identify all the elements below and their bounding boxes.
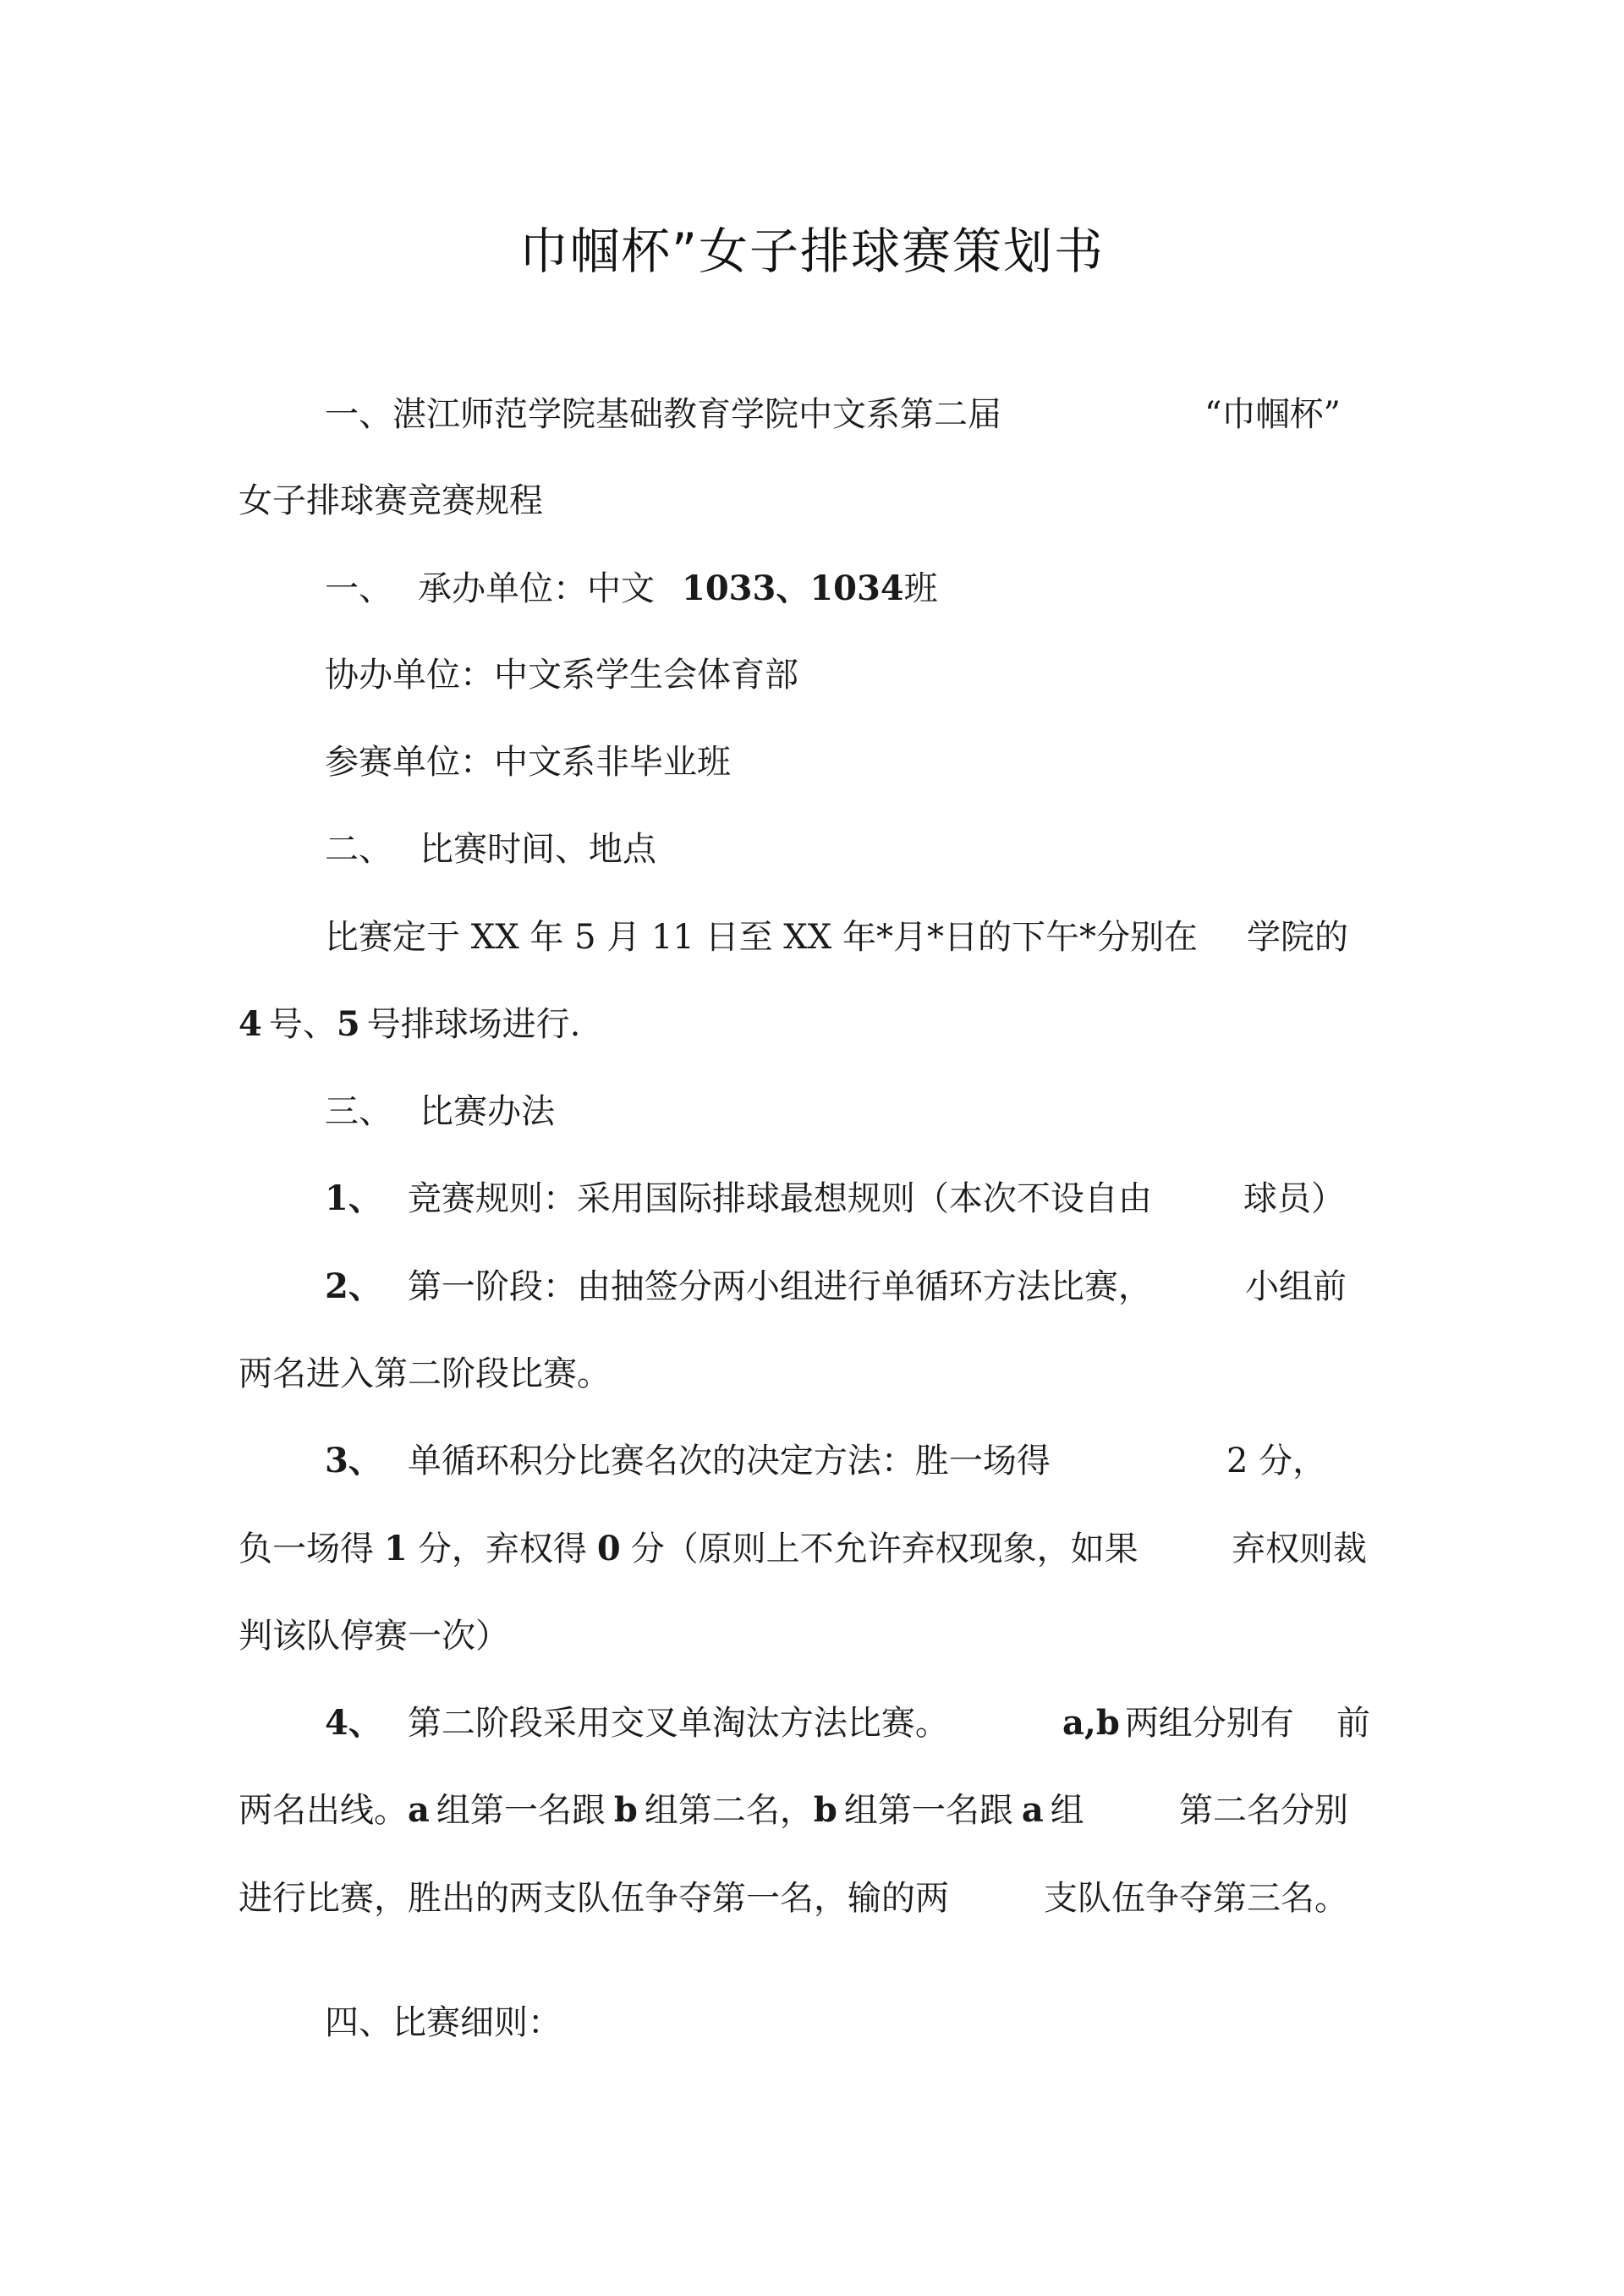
text-segment: 进行比赛，胜出的两支队伍争夺第一名，输的两 <box>239 1879 949 1918</box>
paragraph-line <box>239 1003 580 1046</box>
text-segment: 判该队停赛一次） <box>239 1617 509 1656</box>
text-segment: 0 <box>596 1529 621 1568</box>
text-segment: 组第一名跟 <box>843 1791 1013 1830</box>
text-segment: 参赛单位：中文系非毕业班 <box>325 743 731 782</box>
text-segment: 比赛时间、地点 <box>420 830 656 869</box>
text-segment: 协办单位：中文系学生会体育部 <box>325 656 798 695</box>
text-segment: 两组分别有 <box>1124 1704 1294 1743</box>
paragraph-line <box>1245 1266 1347 1308</box>
paragraph-line <box>239 1877 949 1920</box>
paragraph-line <box>239 480 543 522</box>
text-segment: 一、湛江师范学院基础教育学院中文系第二届 <box>325 395 1001 434</box>
text-segment: 学院的 <box>1247 918 1348 957</box>
text-segment: 二、 <box>325 830 392 869</box>
paragraph-line <box>1232 1528 1367 1570</box>
paragraph-line <box>325 393 1001 436</box>
text-segment: 支队伍争夺第三名。 <box>1044 1879 1348 1918</box>
paragraph-line <box>325 568 938 610</box>
paragraph-line <box>325 828 656 871</box>
text-segment: 第二名分别 <box>1179 1791 1348 1830</box>
paragraph-line <box>325 741 731 783</box>
paragraph-line <box>239 1615 509 1657</box>
text-segment: 2、 <box>325 1266 382 1306</box>
text-segment: 比赛办法 <box>420 1092 555 1131</box>
paragraph-line <box>1226 1440 1326 1482</box>
text-segment: 承办单位：中文 <box>418 569 655 608</box>
paragraph-line <box>325 1266 1152 1308</box>
text-segment: a <box>1021 1790 1044 1830</box>
document-title: 巾帼杯”女子排球赛策划书 <box>518 222 1106 280</box>
paragraph-line <box>325 654 798 696</box>
text-segment: 前 <box>1336 1704 1370 1743</box>
paragraph-line <box>325 1440 1051 1482</box>
text-segment: 负一场得 <box>239 1530 374 1568</box>
text-segment: 4 <box>239 1004 262 1044</box>
text-segment: 两名出线。 <box>239 1791 408 1830</box>
text-segment: a,b <box>1062 1703 1120 1743</box>
paragraph-line <box>1062 1702 1294 1744</box>
paragraph-line <box>239 1353 611 1395</box>
text-segment: 竞赛规则：采用国际排球最想规则（本次不设自由 <box>407 1179 1152 1218</box>
text-segment: 比赛定于 XX 年 5 月 11 日至 XX 年*月*日的下午*分别在 <box>325 918 1198 957</box>
text-segment: 5 <box>336 1004 360 1044</box>
text-segment: “巾帼杯” <box>1204 395 1341 434</box>
paragraph-line <box>239 1789 1084 1832</box>
paragraph-line <box>1204 393 1341 436</box>
text-segment: 球员） <box>1243 1179 1345 1218</box>
text-segment: 女子排球赛竞赛规程 <box>239 481 543 520</box>
paragraph-line <box>1247 916 1348 958</box>
text-segment: 一、 <box>325 569 392 608</box>
text-segment: 组 <box>1050 1791 1084 1830</box>
text-segment: 1 <box>384 1529 408 1568</box>
paragraph-line <box>1336 1702 1370 1744</box>
paragraph-line <box>1179 1789 1348 1832</box>
text-segment: b <box>613 1790 638 1830</box>
text-segment: 号、 <box>268 1005 337 1044</box>
text-segment: a <box>408 1790 430 1830</box>
text-segment: 三、 <box>325 1092 392 1131</box>
text-segment: 组第二名， <box>644 1791 814 1830</box>
text-segment: 第二阶段采用交叉单淘汰方法比赛。 <box>407 1704 949 1743</box>
text-segment: 分，弃权得 <box>417 1530 587 1568</box>
text-segment: 四、比赛细则： <box>325 2003 562 2042</box>
text-segment: 班 <box>903 569 938 608</box>
text-segment: 4、 <box>325 1703 382 1743</box>
text-segment: 分（原则上不允许弃权现象，如果 <box>630 1530 1138 1568</box>
text-segment: 小组前 <box>1245 1267 1347 1306</box>
text-segment: 1、 <box>325 1178 382 1218</box>
paragraph-line <box>1243 1178 1345 1220</box>
text-segment: 第一阶段：由抽签分两小组进行单循环方法比赛， <box>407 1267 1152 1306</box>
paragraph-line <box>239 1528 1138 1570</box>
paragraph-line <box>325 1090 555 1133</box>
text-segment: 弃权则裁 <box>1232 1530 1367 1568</box>
text-segment: 单循环积分比赛名次的决定方法：胜一场得 <box>407 1442 1051 1480</box>
text-segment: 3、 <box>325 1441 382 1480</box>
paragraph-line <box>325 1702 949 1744</box>
text-segment: 号排球场进行. <box>366 1005 581 1044</box>
text-segment: 2 分， <box>1226 1442 1327 1480</box>
text-segment: 1033、1034 <box>682 569 904 608</box>
text-segment: 两名进入第二阶段比赛。 <box>239 1354 611 1393</box>
paragraph-line <box>325 916 1198 958</box>
text-segment: 组第一名跟 <box>436 1791 606 1830</box>
section-heading <box>325 2002 562 2044</box>
text-segment: b <box>813 1790 837 1830</box>
paragraph-line <box>1044 1877 1348 1920</box>
paragraph-line <box>325 1178 1152 1220</box>
